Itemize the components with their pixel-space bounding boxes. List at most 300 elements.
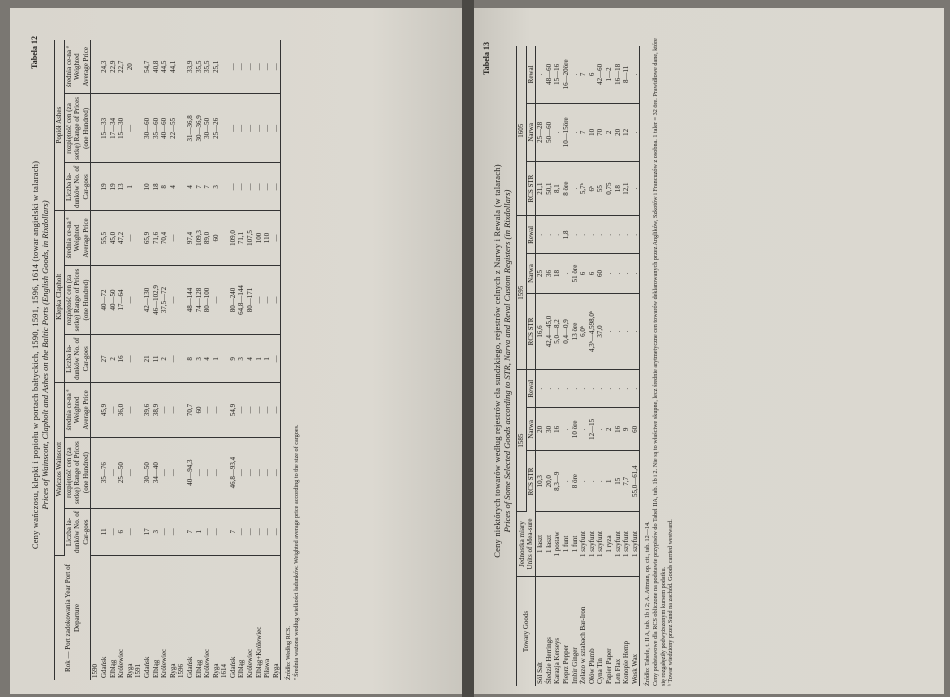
table-row [169, 40, 178, 680]
right-page-rotated-content [482, 36, 934, 686]
col-group-wainscott: Wańczos Wainscott [55, 383, 65, 556]
table-cell: — [272, 508, 281, 555]
row-label: Żelazo w sztabach Bar-Iron [579, 606, 588, 684]
table-title-pl: Ceny niektórych towarów według rejestrów cła sundzkiego, rejestrów celnych z Narwy i Rewala (w talarach) [492, 164, 502, 558]
table-row [126, 40, 135, 680]
table-cell: . [614, 254, 623, 293]
sub-rewal-header: Rewal [526, 216, 536, 254]
row-label: Ołów Plumb [587, 648, 596, 684]
table-cell: 22,7 [117, 40, 126, 94]
table-cell: . [562, 254, 571, 293]
table-cell [220, 383, 229, 437]
table-cell: 8 öre [571, 451, 580, 512]
table-row [579, 46, 588, 686]
table-cell: . [622, 254, 631, 293]
row-label: 1591 [134, 664, 143, 678]
table-cell: — [203, 508, 212, 555]
table-cell: 24,3 [100, 40, 109, 94]
table-cell: . [631, 293, 640, 370]
table-cell: 20 [614, 103, 623, 161]
table-cell: 20 [126, 40, 135, 94]
table-cell: — [263, 508, 272, 555]
table-cell: 1 [605, 451, 614, 512]
table-row [91, 40, 100, 680]
table-cell [134, 163, 143, 211]
table-number: Tabela 13 [482, 42, 491, 75]
table-cell: 1 szyfunt [588, 512, 597, 577]
table-row [160, 40, 169, 680]
table-cell: 48—144 [186, 265, 195, 335]
table-cell: 30 [545, 408, 554, 451]
table-cell [220, 211, 229, 265]
table-cell: 45,0 [109, 211, 118, 265]
table-cell: — [109, 437, 118, 508]
table-cell: 42—60 [596, 46, 605, 103]
table-cell: 4 [169, 163, 178, 211]
table-cell [91, 437, 100, 508]
table-cell: — [169, 437, 178, 508]
table-cell: . [571, 216, 580, 254]
table-cell: . [562, 408, 571, 451]
sub-rcs-header: RCS STR [526, 161, 536, 216]
table-cell: 40—72 [100, 265, 109, 335]
row-label: 1590 [91, 664, 100, 678]
table-cell [220, 335, 229, 383]
table-cell: 16,6 [536, 293, 545, 370]
table-cell: . [614, 216, 623, 254]
table-cell [220, 508, 229, 555]
table-cell: 37,5—72 [160, 265, 169, 335]
table-cell: 60 [631, 408, 640, 451]
row-label: Elbląg+Królewiec [254, 626, 263, 678]
row-label: Ryga [211, 663, 220, 678]
table-cell: . [614, 370, 623, 408]
row-label: Piława [263, 658, 272, 678]
table-cell [177, 265, 186, 335]
table-cell: . [596, 408, 605, 451]
table-row [229, 40, 238, 680]
table-cell [220, 437, 229, 508]
table-cell: 16 [553, 408, 562, 451]
table-cell [177, 163, 186, 211]
table-cell: 40—94,3 [186, 437, 195, 508]
table-row [614, 46, 623, 686]
table-cell: 3 [212, 163, 221, 211]
row-label: Elbląg [151, 659, 160, 678]
table-cell: 8 öre [562, 161, 571, 216]
table-cell: — [237, 437, 246, 508]
table-row [536, 46, 545, 686]
table-row [272, 40, 281, 680]
table-cell: . [553, 216, 562, 254]
table-cell: 4 [203, 335, 212, 383]
table-cell: . [631, 103, 640, 161]
table-cell: 1 funt [571, 512, 580, 577]
table-cell: . [605, 293, 614, 370]
col-goods-header: Towary Goods [517, 577, 536, 687]
row-label: Papier Paper [604, 648, 613, 684]
table-row [596, 46, 605, 686]
row-label: Len Flax [613, 658, 622, 684]
table-cell: — [237, 40, 246, 94]
table-cell: — [109, 508, 118, 555]
footnote: ª Średnia ważona według wielkości ładunków. Weighted average price according to the size of cargoes. [293, 424, 301, 680]
table-notes [285, 30, 300, 680]
table-cell: 16—20öre [562, 46, 571, 103]
table-cell: — [229, 163, 238, 211]
table-cell: 42—130 [143, 265, 152, 335]
table-cell: . [579, 370, 588, 408]
table-cell: 1 postaw [553, 512, 562, 577]
table-cell: — [272, 40, 281, 94]
table-cell: . [536, 46, 545, 103]
table-cell [177, 508, 186, 555]
table-cell: — [126, 94, 135, 163]
table-row [117, 40, 126, 680]
table-cell: 19 [100, 163, 109, 211]
table-cell: — [255, 265, 264, 335]
table-cell: 1,8 [562, 216, 571, 254]
table-cell: 60 [195, 383, 204, 437]
table-cell: — [237, 383, 246, 437]
row-label: Królewiec [203, 648, 212, 678]
table-cell: 48—60 [545, 46, 554, 103]
table-cell: 7 [579, 46, 588, 103]
table-cell: 5,0—8,2 [553, 293, 562, 370]
table-title-en: Prices of Wainscott, Clapholt and Ashes on the Baltic Ports (English Goods, in Rixdollars) [40, 200, 50, 510]
table-cell: . [596, 370, 605, 408]
table-cell: 109,3 [195, 211, 204, 265]
table-cell: — [237, 508, 246, 555]
sub-avg-header: średnia ce-na ª Weighted Average Price [64, 211, 91, 265]
table-row [212, 40, 221, 680]
table-cell [220, 40, 229, 94]
table-cell: 10 [143, 163, 152, 211]
table-cell: — [195, 437, 204, 508]
left-page-rotated-content [30, 30, 460, 680]
table-cell [220, 94, 229, 163]
table-cell: — [237, 94, 246, 163]
table-cell: . [622, 370, 631, 408]
table-cell: 7 [579, 103, 588, 161]
table-cell: 9 [229, 335, 238, 383]
table-cell: . [588, 216, 597, 254]
row-label: Gdańsk [99, 656, 108, 678]
table-cell: . [631, 161, 640, 216]
table-cell: — [255, 94, 264, 163]
table-cell: 97,4 [186, 211, 195, 265]
table-cell [177, 40, 186, 94]
table-cell: 1 szyfunt [579, 512, 588, 577]
table-cell [134, 383, 143, 437]
table-cell: 30—60 [143, 94, 152, 163]
table-cell: 46—102,9 [152, 265, 161, 335]
row-label: Śledzie Herrings [544, 637, 553, 684]
table-cell: 80—171 [246, 265, 255, 335]
table-cell: . [631, 216, 640, 254]
table-cell: — [246, 94, 255, 163]
table-cell: 18 [553, 254, 562, 293]
table-cell: . [553, 103, 562, 161]
table-cell: . [571, 370, 580, 408]
table-cell: . [605, 370, 614, 408]
table-cell: 7 [195, 163, 204, 211]
table-cell: 19 [109, 163, 118, 211]
sub-rewal-header: Rewal [526, 370, 536, 408]
table-cell: 11 [152, 335, 161, 383]
table-cell: . [588, 451, 597, 512]
table-cell: — [169, 383, 178, 437]
table-cell: 8,3—9 [553, 451, 562, 512]
table-cell: — [229, 94, 238, 163]
table-cell: 55 [596, 161, 605, 216]
table-cell [177, 383, 186, 437]
table-cell: 1 [255, 335, 264, 383]
row-label: Karazja Kerseys [553, 637, 562, 684]
prices-table-selected-goods [516, 46, 640, 686]
table-cell: 6ᵇ [588, 161, 597, 216]
table-cell: 64,8—144 [237, 265, 246, 335]
table-cell: 21,1 [536, 161, 545, 216]
left-page [10, 8, 462, 694]
table-cell: 100 [255, 211, 264, 265]
table-row [255, 40, 264, 680]
table-cell: 13 öre [571, 293, 580, 370]
table-title-en: Prices of Some Selected Goods according to STR, Narva and Reval Custom Registers (in Rixdollars) [502, 189, 512, 533]
table-cell: 1 szyfunt [631, 512, 640, 577]
sub-count-header: Liczba ła-dunków No. of Car-goes [64, 163, 91, 211]
row-label: Elbląg [237, 659, 246, 678]
table-cell: 15—16 [553, 46, 562, 103]
table-cell: 11 [100, 508, 109, 555]
row-label: Cyna Tin [596, 658, 605, 684]
table-cell: — [255, 40, 264, 94]
table-cell: — [212, 508, 221, 555]
table-cell: — [272, 383, 281, 437]
table-cell: . [596, 216, 605, 254]
table-cell: 25,1 [212, 40, 221, 94]
row-label: Ryga [125, 663, 134, 678]
table-cell: 6,0ᵇ [579, 293, 588, 370]
table-cell: 42,4—45,0 [545, 293, 554, 370]
table-cell: 25—50 [117, 437, 126, 508]
table-cell: — [169, 265, 178, 335]
table-row [109, 40, 118, 680]
table-row [588, 46, 597, 686]
table-cell: 7 [186, 508, 195, 555]
table-cell: 16—18 [614, 46, 623, 103]
table-cell: 3 [237, 335, 246, 383]
table-cell: — [272, 335, 281, 383]
table-row [571, 46, 580, 686]
table-cell: 7,7 [622, 451, 631, 512]
table-cell: — [203, 437, 212, 508]
col-group-clapholt: Klepka Clapholt [55, 211, 65, 383]
prices-table-wainscott [54, 40, 281, 680]
table-cell: 10 öre [571, 408, 580, 451]
table-cell: . [536, 216, 545, 254]
table-cell: 4,3ᵇ—4,598,0ᵇ [588, 293, 597, 370]
table-cell: — [126, 383, 135, 437]
table-row [203, 40, 212, 680]
row-label: 1596 [177, 664, 186, 678]
table-cell: 30—50 [203, 94, 212, 163]
table-cell [220, 265, 229, 335]
table-cell [177, 94, 186, 163]
sub-narwa-header: Narwa [526, 408, 536, 451]
table-cell: — [169, 508, 178, 555]
table-cell: — [160, 383, 169, 437]
table-cell: 12,1 [622, 161, 631, 216]
table-row [134, 40, 143, 680]
table-cell [91, 508, 100, 555]
table-cell [91, 40, 100, 94]
col-unit-header: Jednostka miary Units of Mea-sure [517, 512, 536, 577]
table-cell: 50—60 [545, 103, 554, 161]
table-cell: 1 ryza [605, 512, 614, 577]
row-label: Ryga [271, 663, 280, 678]
table-cell: 18 [614, 161, 623, 216]
table-cell: 15 [614, 451, 623, 512]
table-row [195, 40, 204, 680]
table-cell: — [212, 265, 221, 335]
row-label: Królewiec [160, 648, 169, 678]
table-cell: 1 szyfunt [622, 512, 631, 577]
table-cell: 38,9 [152, 383, 161, 437]
row-label: Gdańsk [142, 656, 151, 678]
table-cell [177, 335, 186, 383]
table-cell [177, 437, 186, 508]
table-cell: . [545, 216, 554, 254]
table-cell [134, 508, 143, 555]
table-row [100, 40, 109, 680]
table-cell: 7 [203, 163, 212, 211]
table-cell: — [272, 211, 281, 265]
table-row [143, 40, 152, 680]
table-cell: 1 [212, 335, 221, 383]
table-cell: — [263, 163, 272, 211]
table-row [263, 40, 272, 680]
row-label: Wosk Wax [630, 653, 639, 684]
table-cell: — [212, 383, 221, 437]
table-cell: — [263, 383, 272, 437]
table-cell: 2 [605, 408, 614, 451]
note-prices: Ceny podstawowe dla RCS obliczone na podstawie przypisów do Tabel IIA, tab. 1b i 2. Nie są to właściwe skupne, lecz średnie arytmetyczne cen towarów deklarowanych przez Anglików, Szkotów i Francuzów z osobna. 1 taler = 32 öre. Prawidłowe dane, które się rozgałęziły podwyższonym kursem podatku. [651, 38, 667, 686]
table-cell: — [126, 211, 135, 265]
table-row [220, 40, 229, 680]
table-row [246, 40, 255, 680]
table-title-pl: Ceny wańczosu, klepki i popiołu w portach bałtyckich, 1590, 1591, 1596, 1614 (towar angielski w talarach) [30, 160, 40, 550]
table-row [562, 46, 571, 686]
sub-avg-header: średnia ce-na ª Weighted Average Price [64, 383, 91, 437]
table-row [545, 46, 554, 686]
table-cell: 54,7 [143, 40, 152, 94]
table-cell: — [246, 437, 255, 508]
table-cell: 60 [596, 254, 605, 293]
table-cell: 25 [536, 254, 545, 293]
table-cell [91, 94, 100, 163]
table-cell: — [263, 94, 272, 163]
table-cell: 13 [117, 163, 126, 211]
row-label: Imbir Ginger [570, 647, 579, 684]
table-cell: 37,0 [596, 293, 605, 370]
table-row [553, 46, 562, 686]
table-cell: 3 [152, 508, 161, 555]
table-cell: — [246, 40, 255, 94]
table-cell: 15—30 [117, 94, 126, 163]
table-row [237, 40, 246, 680]
table-cell [134, 335, 143, 383]
table-cell: — [246, 383, 255, 437]
table-cell: 51 öre [571, 254, 580, 293]
table-cell: 10 [588, 103, 597, 161]
table-cell: 2 [605, 103, 614, 161]
table-cell: — [203, 383, 212, 437]
table-cell: 50,1 [545, 161, 554, 216]
row-label: Elbląg [108, 659, 117, 678]
table-row [622, 46, 631, 686]
source-note: Źródło: Według RCS. [285, 626, 293, 680]
table-cell: 8 [160, 163, 169, 211]
table-cell: 16 [117, 335, 126, 383]
table-cell [177, 211, 186, 265]
table-cell: . [622, 216, 631, 254]
table-cell: 2 [109, 335, 118, 383]
table-cell: — [109, 383, 118, 437]
table-cell: 27 [100, 335, 109, 383]
table-cell: 35—76 [100, 437, 109, 508]
table-cell: . [571, 46, 580, 103]
table-cell: 71,6 [152, 211, 161, 265]
row-label: Sól Salt [536, 662, 545, 684]
table-cell: 1 szyfunt [596, 512, 605, 577]
table-cell: 33,9 [186, 40, 195, 94]
table-cell: — [272, 265, 281, 335]
table-cell: 30—50 [143, 437, 152, 508]
table-cell: — [169, 211, 178, 265]
table-cell: 40—60 [160, 94, 169, 163]
table-cell: 25—26 [212, 94, 221, 163]
table-cell: 36 [545, 254, 554, 293]
table-cell: . [596, 451, 605, 512]
table-cell: 5,7ᵇ [579, 161, 588, 216]
table-cell: 1 [195, 508, 204, 555]
table-cell: 30—36,9 [195, 94, 204, 163]
table-cell: — [126, 508, 135, 555]
table-cell: 47,2 [117, 211, 126, 265]
table-cell: 8 [186, 335, 195, 383]
table-cell: . [631, 46, 640, 103]
table-body [536, 46, 640, 686]
table-cell: — [246, 163, 255, 211]
row-label: Pieprz Pepper [561, 644, 570, 684]
table-cell: — [169, 335, 178, 383]
table-cell: . [622, 293, 631, 370]
table-cell: 1 funt [562, 512, 571, 577]
table-cell [134, 211, 143, 265]
table-number: Tabela 12 [30, 36, 39, 69]
sub-range-header: rozpiętość cen (za setkę) Range of Prices (one Hundred) [64, 265, 91, 335]
table-cell: 55,0—61,4 [631, 451, 640, 512]
table-cell: — [263, 437, 272, 508]
table-cell: 20,0 [545, 451, 554, 512]
table-cell: 17—64 [117, 265, 126, 335]
table-cell: — [237, 163, 246, 211]
table-notes [644, 36, 674, 686]
table-cell: 1—2 [605, 46, 614, 103]
table-cell [91, 383, 100, 437]
table-cell: 1 [126, 163, 135, 211]
